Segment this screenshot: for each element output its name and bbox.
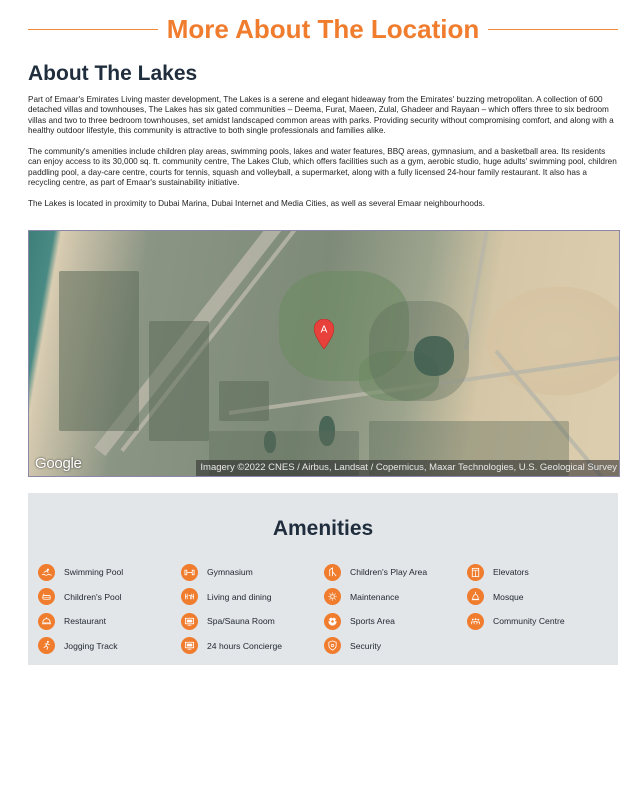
- amenities-section: [28, 493, 618, 665]
- amenity-item: [38, 609, 181, 634]
- kids-pool-icon: [38, 588, 55, 605]
- spa-icon: [181, 613, 198, 630]
- restaurant-icon: [38, 613, 55, 630]
- soccer-ball-icon: [324, 613, 341, 630]
- header-rule-left: [28, 29, 158, 30]
- elevator-icon: [467, 564, 484, 581]
- amenity-label: Mosque: [493, 591, 524, 602]
- amenity-item: [181, 609, 324, 634]
- map-buildings: [59, 271, 139, 431]
- amenity-item: [467, 560, 610, 585]
- play-area-icon: [324, 564, 341, 581]
- section-header: [28, 10, 618, 48]
- amenity-label: Restaurant: [64, 616, 107, 627]
- amenity-label: Swimming Pool: [64, 567, 124, 578]
- amenity-label: Elevators: [493, 567, 529, 578]
- maintenance-icon: [324, 588, 341, 605]
- amenity-item: [181, 560, 324, 585]
- runner-icon: [38, 637, 55, 654]
- location-map[interactable]: [28, 230, 620, 477]
- amenity-item: [38, 560, 181, 585]
- section-title: More About The Location: [166, 13, 480, 44]
- map-road: [120, 230, 302, 452]
- amenity-item: [324, 560, 467, 585]
- dumbbell-icon: [181, 564, 198, 581]
- map-attribution[interactable]: Imagery ©2022 CNES / Airbus, Landsat / Copernicus, Maxar Technologies, U.S. Geological Survey: [196, 460, 619, 476]
- map-lake: [414, 336, 454, 376]
- map-buildings: [149, 321, 209, 441]
- about-paragraph: The community's amenities include children play areas, swimming pools, lakes and water features, BBQ areas, gymnasium, and a basketball area. Its residents can enjoy access to its 30,000 sq. ft. community centre, The Lakes Club, which offers facilities such as a gym, aerobic studio, huge adults' swimming pool, children paddling pool, a day-care centre, courts for tennis, squash and volleyball, a supermarket, along with a fully licensed 24-hour family restaurant. It also has a recycling centre, as part of Emaar's sustainability initiative.: [28, 147, 617, 188]
- amenity-item: [467, 585, 610, 610]
- amenity-item: [181, 634, 324, 659]
- swimming-pool-icon: [38, 564, 55, 581]
- amenity-item: [324, 609, 467, 634]
- amenity-label: Children's Pool: [64, 591, 122, 602]
- amenity-label: Maintenance: [350, 591, 400, 602]
- amenity-item: [38, 585, 181, 610]
- amenity-label: 24 hours Concierge: [207, 640, 283, 651]
- amenity-label: Community Centre: [493, 616, 565, 627]
- amenity-label: Sports Area: [350, 616, 395, 627]
- about-title: About The Lakes: [28, 62, 198, 85]
- amenity-label: Security: [350, 640, 382, 651]
- about-text: [28, 95, 620, 220]
- shield-icon: [324, 637, 341, 654]
- google-logo: Google: [35, 455, 82, 472]
- amenity-label: Jogging Track: [64, 640, 118, 651]
- map-buildings: [219, 381, 269, 421]
- amenity-label: Living and dining: [207, 591, 272, 602]
- concierge-icon: [181, 637, 198, 654]
- amenity-label: Spa/Sauna Room: [207, 616, 275, 627]
- community-icon: [467, 613, 484, 630]
- amenity-item: [181, 585, 324, 610]
- amenity-item: [324, 585, 467, 610]
- amenities-grid: [38, 560, 613, 658]
- amenities-title: Amenities: [272, 517, 374, 540]
- header-rule-right: [488, 29, 618, 30]
- map-marker-icon[interactable]: [314, 319, 334, 349]
- amenity-item: [38, 634, 181, 659]
- amenity-label: Gymnasium: [207, 567, 253, 578]
- map-marker-label: A: [320, 324, 328, 336]
- about-paragraph: Part of Emaar's Emirates Living master development, The Lakes is a serene and elegant hideaway from the Emirates' buzzing metropolitan. A collection of 600 detached villas and townhouses, The Lakes has six gated communities – Deema, Furat, Maeen, Zulal, Ghadeer and Rayaan – which offers three to six bedroom villas and two to three bedroom townhouses, set amidst landscaped common areas with parks. Providing security without compromising comfort, and along with a healthy outdoor lifestyle, this community is attractive to both single professionals and families alike.: [28, 95, 614, 136]
- amenity-label: Children's Play Area: [350, 567, 428, 578]
- amenity-item: [467, 609, 610, 634]
- dining-icon: [181, 588, 198, 605]
- about-paragraph: The Lakes is located in proximity to Dubai Marina, Dubai Internet and Media Cities, as well as several Emaar neighbourhoods.: [28, 199, 485, 209]
- mosque-icon: [467, 588, 484, 605]
- amenity-item: [324, 634, 467, 659]
